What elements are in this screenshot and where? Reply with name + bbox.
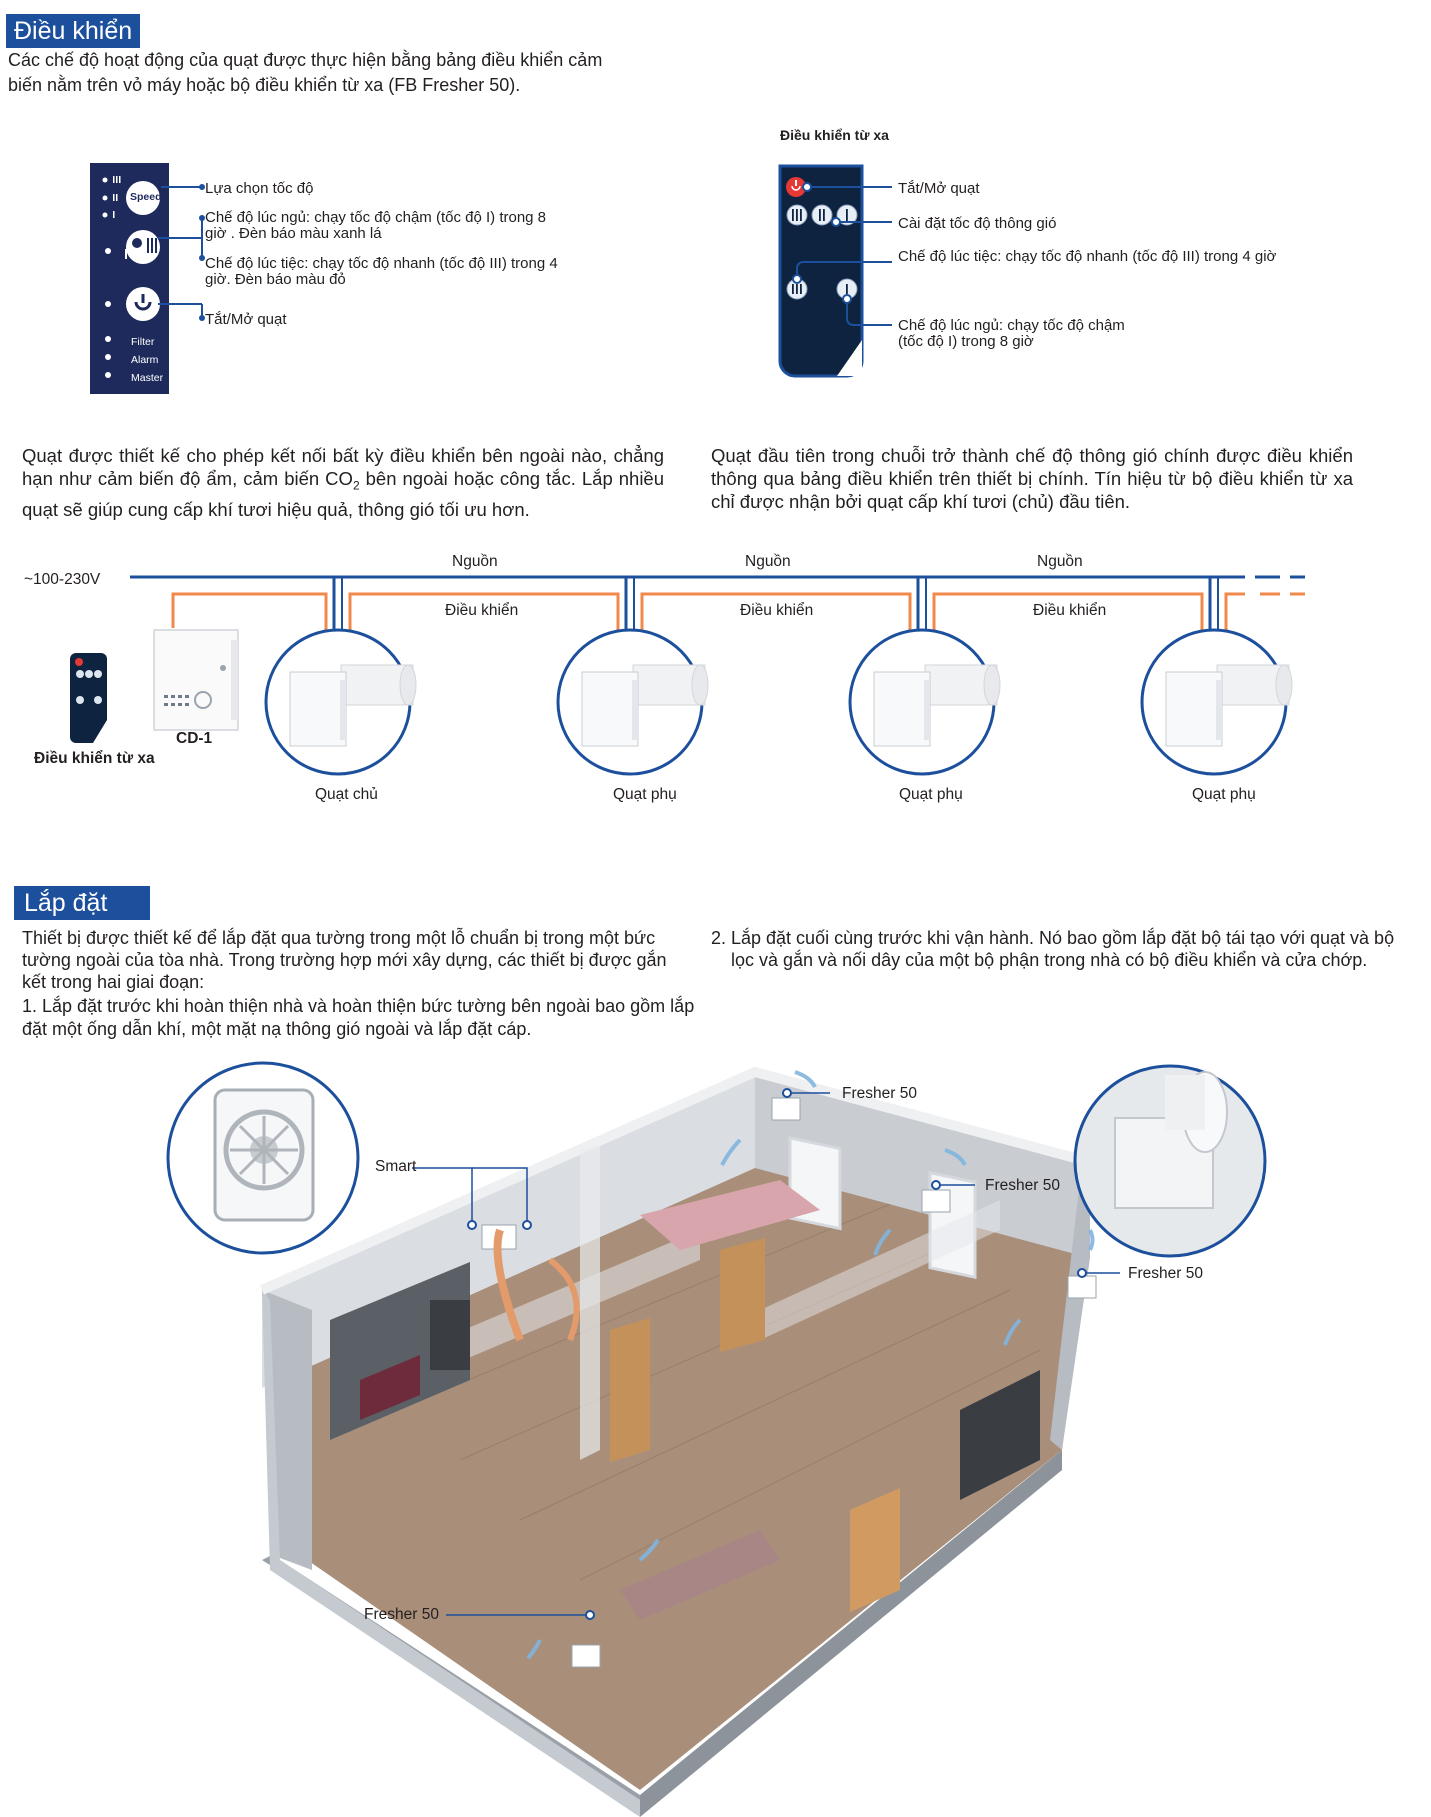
control-label-2: Điều khiển [740,602,814,619]
control-label-3: Điều khiển [1033,602,1107,619]
house-illustration [262,1072,1096,1817]
panel-callout-party: Chế độ lúc tiệc: chạy tốc độ nhanh (tốc độ III) trong 4 giờ. Đèn báo màu đỏ [205,255,558,288]
label-fresher-3: Fresher 50 [1128,1265,1203,1282]
led-alarm-label: Alarm [131,354,159,366]
remote-callout-party: Chế độ lúc tiệc: chạy tốc độ nhanh (tốc độ III) trong 4 giờ [898,248,1277,265]
panel-callout-sleep: Chế độ lúc ngủ: chạy tốc độ chậm (tốc độ I) trong 8 giờ . Đèn báo màu xanh lá [205,209,547,242]
step2-text: Lắp đặt cuối cùng trước khi vận hành. Nó bao gồm lắp đặt bộ tái tạo với quạt và bộ lọc và gắn và nối dây của một bộ phận trong nhà có bộ điều khiển và cửa chớp. [731,928,1395,970]
control-intro: Các chế độ hoạt động của quạt được thực hiện bằng bảng điều khiển cảm biến nằm trên vỏ máy hoặc bộ điều khiển từ xa (FB Fresher 50). [8,50,603,95]
fan-label-master: Quạt chủ [315,786,378,803]
install-step1 [22,995,712,1041]
co2-subscript: 2 [352,478,360,493]
para-external-control [22,444,664,521]
led-master-label: Master [131,372,164,384]
cd1-label: CD-1 [176,730,213,747]
control-label-1: Điều khiển [445,602,519,619]
fan-label-slave-3: Quạt phụ [1192,786,1256,803]
voltage-label: ~100-230V [24,571,101,588]
remote-callout-power: Tắt/Mở quạt [898,180,980,197]
step1-text: Lắp đặt trước khi hoàn thiện nhà và hoàn thiện bức tường bên ngoài bao gồm lắp đặt một ống dẫn khí, một mặt nạ thông gió ngoài và lắp đặt cáp. [22,996,695,1039]
power-label-3: Nguồn [1037,553,1083,570]
fan-label-slave-1: Quạt phụ [613,786,677,803]
para-left-part2: bên ngoài hoặc công tắc. Lắp nhiều quạt sẽ giúp cung cấp khí tươi hiệu quả, thông gió tối ưu hơn. [22,468,665,520]
para-master-fan: Quạt đầu tiên trong chuỗi trở thành chế độ thông gió chính được điều khiển thông qua bảng điều khiển trên thiết bị chính. Tín hiệu từ bộ điều khiển từ xa chỉ được nhận bởi quạt cấp khí tươi (chủ) đầu tiên. [711,445,1353,512]
remote-callout-sleep: Chế độ lúc ngủ: chạy tốc độ chậm (tốc độ I) trong 8 giờ [898,317,1125,350]
power-label-2: Nguồn [745,553,791,570]
section-heading-control: Điều khiển [6,14,140,48]
section-heading-install: Lắp đặt [14,886,150,920]
fan-label-slave-2: Quạt phụ [899,786,963,803]
label-smart: Smart [375,1158,417,1175]
install-intro: Thiết bị được thiết kế để lắp đặt qua tường trong một lỗ chuẩn bị trong một bức tường ngoài của tòa nhà. Trong trường hợp mới xây dựng, các thiết bị được gắn kết trong hai giai đoạn: [22,928,667,992]
remote-body [780,166,862,376]
power-line [130,577,1305,630]
step2-number: 2. [711,928,727,948]
remote-callout-speed: Cài đặt tốc độ thông gió [898,215,1057,232]
panel-callout-power: Tắt/Mở quạt [205,311,287,328]
wiring-remote-label: Điều khiển từ xa [34,750,155,767]
fan-units [266,630,1292,774]
install-step2 [711,927,1411,971]
power-label-1: Nguồn [452,553,498,570]
label-fresher-2: Fresher 50 [985,1177,1060,1194]
label-fresher-4: Fresher 50 [364,1606,439,1623]
mode-button [126,230,160,264]
speed-button-label: Speed [130,191,162,203]
remote-title: Điều khiển từ xa [780,127,889,143]
para-left-part1: Quạt được thiết kế cho phép kết nối bất kỳ điều khiển bên ngoài nào, chẳng hạn như cảm biến độ ẩm, cảm biến CO [22,445,664,489]
panel-callout-speed: Lựa chọn tốc độ [205,180,314,197]
step1-number: 1. [22,996,38,1016]
label-fresher-1: Fresher 50 [842,1085,917,1102]
cd1-device [154,630,238,730]
led-filter-label: Filter [131,336,155,348]
power-button [126,287,160,321]
